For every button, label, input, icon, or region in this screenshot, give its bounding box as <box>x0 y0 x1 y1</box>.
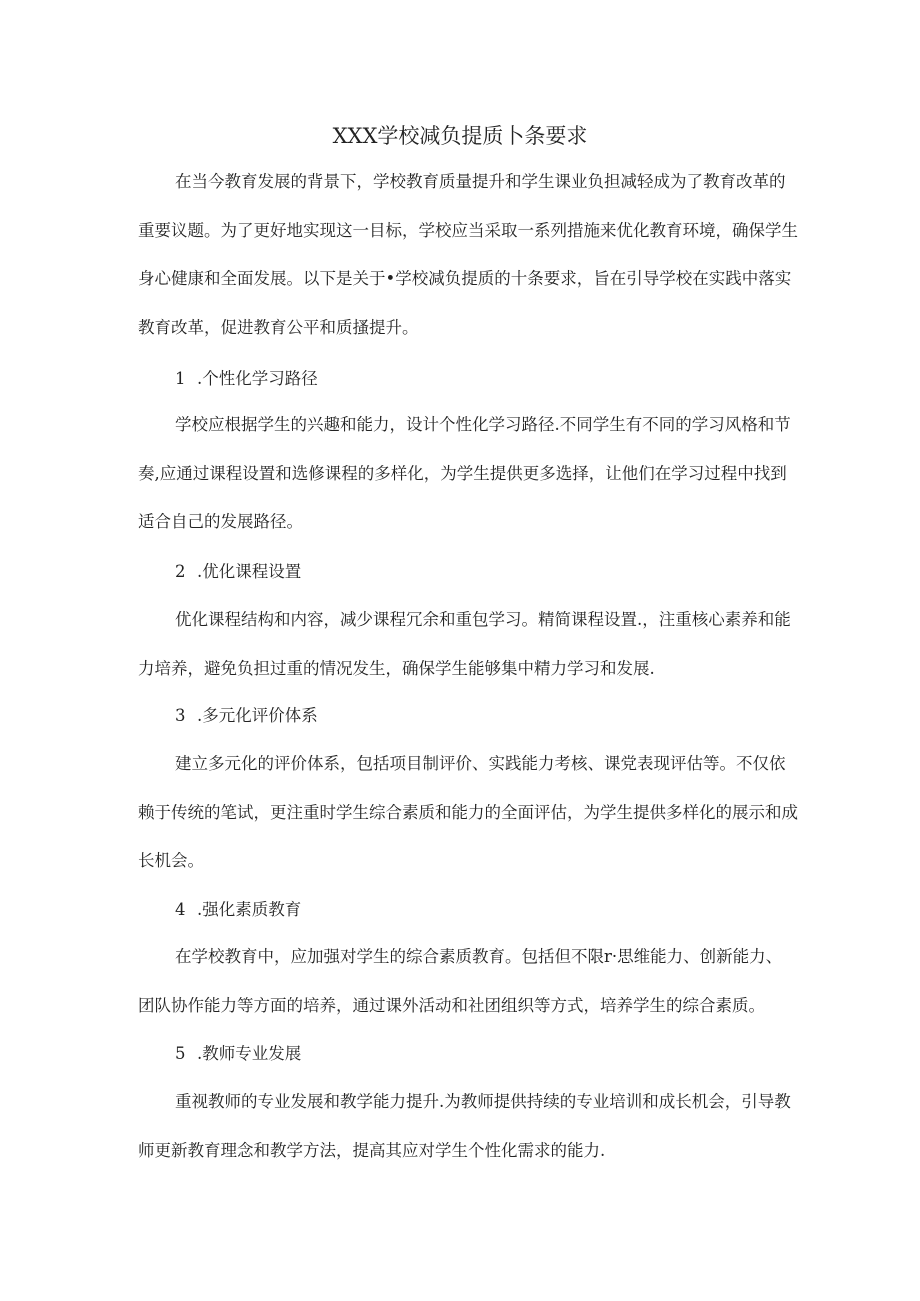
section-body-5: 重视教师的专业发展和教学能力提升.为教师提供持续的专业培训和成长机会，引导教师更新教育理念和教学方法，提高其应对学生个性化需求的能力. <box>138 1092 791 1160</box>
section-number: 2 <box>175 562 186 581</box>
section-title: .优化课程设置 <box>197 562 302 581</box>
section-heading-1 <box>175 355 775 404</box>
section-title: .教师专业发展 <box>197 1044 302 1063</box>
section-heading-2 <box>175 548 775 597</box>
section-title: .个性化学习路径 <box>197 369 318 388</box>
section-number: 3 <box>175 706 186 725</box>
section-body-2: 优化课程结构和内容，减少课程冗余和重包学习。精简课程设置.，注重核心素养和能力培养，避免负担过重的情况发生，确保学生能够集中精力学习和发展. <box>138 610 791 678</box>
section-number: 1 <box>175 369 186 388</box>
section-number: 5 <box>175 1044 186 1063</box>
section-heading-5 <box>175 1030 775 1079</box>
intro-paragraph: 在当今教育发展的背景下，学校教育质量提升和学生课业负担减轻成为了教育改革的重要议题。为了更好地实现这一目标，学校应当采取一系列措施来优化教育环境，确保学生身心健康和全面发展。以下是关于•学校减负提质的十条要求，旨在引导学校在实践中落实教育改革，促进教育公平和质搔提升。 <box>138 172 798 337</box>
section-title: .强化素质教育 <box>197 900 302 919</box>
section-number: 4 <box>175 900 186 919</box>
document-title: XXX学校减负提质卜条要求 <box>332 124 588 148</box>
section-title: .多元化评价体系 <box>197 706 318 725</box>
section-body-4: 在学校教育中，应加强对学生的综合素质教育。包括但不限r·思维能力、创新能力、团队协作能力等方面的培养，通过课外活动和社团组织等方式，培养学生的综合素质。 <box>138 947 783 1015</box>
section-heading-3 <box>175 692 775 741</box>
section-heading-4 <box>175 886 775 935</box>
section-body-3: 建立多元化的评价体系，包括项目制评价、实践能力考核、课党表现评估等。不仅依赖于传统的笔试，更注重时学生综合素质和能力的全面评估，为学生提供多样化的展示和成长机会。 <box>138 754 798 870</box>
section-body-1: 学校应根据学生的兴趣和能力，设计个性化学习路径.不同学生有不同的学习风格和节奏,应通过课程设置和选修课程的多样化，为学生提供更多选择，让他们在学习过程中找到适合自己的发展路径。 <box>138 415 791 531</box>
